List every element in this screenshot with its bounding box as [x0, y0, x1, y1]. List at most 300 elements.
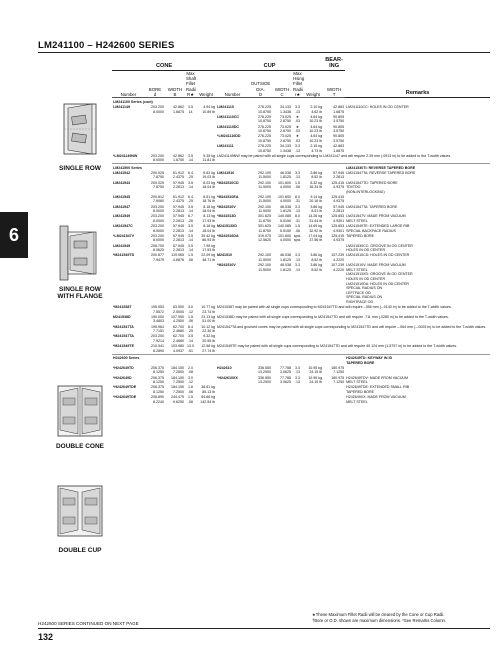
cone-weight-value: 4.94 kg 10.89 lb — [202, 105, 216, 114]
shaft-fillet-value: 1.6 .06 — [188, 385, 193, 394]
outside-dia-value: 276.225 10.8750 — [258, 144, 272, 153]
cone-width-value: 42.862 1.6750 — [173, 153, 184, 163]
table-row — [112, 385, 490, 395]
cup-part-number: LM241110 — [217, 105, 234, 110]
series-section-label: LM241100 Series (cont) — [112, 98, 345, 105]
housing-fillet-value: 3.3 .13 — [295, 105, 301, 114]
cone-weight-value — [196, 114, 216, 124]
remarks-cell: LM241549TE: EXTENDED LARGE RIB SPECIAL BACKFACE RADIUS — [346, 224, 410, 233]
cup-part-number: LM241111 — [217, 144, 234, 149]
remarks-cell — [345, 98, 490, 105]
outside-dia-value: 336.550 13.2500 — [258, 375, 272, 385]
remarks-cell: LM241530CC: GROOVE IN OD CENTER HOLES IN OD CENTER — [346, 243, 413, 253]
bore-value: 206.375 8.1250 — [151, 365, 164, 375]
cup-width-value: 77.788 3.0625 — [280, 375, 292, 385]
cone-part-number — [112, 263, 145, 282]
double-cone-label: DOUBLE CONE — [55, 443, 105, 450]
cone-part-number — [112, 134, 145, 144]
cup-weight-value: 3.86 kg 8.52 lb — [310, 263, 323, 272]
cone-part-number: *LM241547V — [113, 233, 134, 238]
remarks-cell — [345, 114, 490, 124]
table-row — [112, 305, 490, 315]
cone-width-value — [165, 134, 185, 144]
single-row-flange-label: SINGLE ROW WITH FLANGE — [57, 286, 103, 300]
bearing-width-value: 125.415 4.9375 — [331, 180, 345, 190]
bore-value: 203.200 8.0000 — [151, 153, 164, 163]
bore-value: 203.200 8.0000 — [151, 105, 164, 114]
housing-fillet-value: 3.3 .13 — [295, 253, 301, 262]
shaft-fillet-value — [185, 263, 196, 282]
cup-number-header: Number — [216, 70, 249, 97]
page-number: 132 — [38, 632, 54, 642]
cup-part-number — [216, 385, 249, 395]
cup-weight-value: 14.26 kg 31.44 lb — [308, 214, 323, 223]
cup-width-header: WIDTH C — [272, 70, 292, 97]
cone-weight-value: 9.32 kg 20.55 lb — [202, 334, 216, 343]
bore-value — [145, 114, 165, 124]
bore-value: 200.812 7.9060 — [151, 194, 164, 204]
cone-width-value: 57.945 2.2813 — [173, 243, 184, 253]
single-row-flange-drawing — [50, 222, 110, 284]
shaft-fillet-value — [185, 144, 196, 154]
cup-width-value — [272, 395, 292, 405]
cone-width-value — [165, 124, 185, 134]
outside-dia-value: 301.625 11.8750 — [258, 214, 272, 223]
table-row — [112, 365, 490, 375]
bearing-width-value: 42.863 1.6875 — [333, 105, 345, 114]
bore-value: 195.953 7.5572 — [151, 305, 164, 314]
table-row — [112, 395, 490, 405]
cone-width-value: 57.945 2.2813 — [173, 233, 184, 243]
cone-weight-value — [196, 365, 216, 375]
shaft-fillet-value: 3.5 14 — [188, 105, 193, 114]
housing-fillet-value: 1.5 .06 — [295, 224, 301, 233]
shaft-fillet-value: 6.4 .25 — [188, 194, 193, 204]
cup-part-number: *M241510V — [217, 263, 236, 268]
remarks-cell: LM241547TD: TAPERED BORE TDI/TDO (NON-INTERLOCKING) — [346, 180, 398, 194]
housing-fillet-value: 3.3 .13 — [295, 375, 301, 385]
cup-group-header: CUP — [216, 56, 323, 70]
cup-part-number: *LM241110DD — [217, 134, 241, 139]
cone-part-number — [112, 144, 145, 154]
bore-header: BORE d — [145, 70, 165, 97]
cup-part-number — [216, 395, 249, 405]
cup-width-value: 34.133 1.3438 — [280, 105, 292, 114]
cone-part-number: *H242649TDE — [113, 385, 137, 390]
housing-fillet-value — [292, 243, 303, 253]
bearing-width-value: 57.945 2.2813 — [333, 170, 345, 180]
bore-value: 206.700 8.0625 — [151, 243, 164, 253]
housing-fillet-value: 1.5 .06 — [295, 180, 301, 190]
table-row — [112, 144, 490, 154]
double-cup-label: DOUBLE CUP — [58, 547, 102, 554]
cone-weight-value: 8.18 kg 18.04 lb — [202, 224, 216, 233]
remarks-cell: H242649TDE: EXTENDED SMALL RIB TAPERED BORE — [346, 385, 410, 394]
section-tab: 6 — [0, 212, 28, 258]
cup-weight-value — [303, 243, 323, 253]
remarks-cell — [345, 195, 490, 205]
bearing-spec-table — [112, 56, 490, 404]
cone-width-value: 57.945 2.2813 — [173, 214, 184, 223]
shaft-fillet-value — [185, 114, 196, 124]
cup-width-value: 73.025 2.8750 — [280, 114, 292, 124]
shaft-fillet-value: 3.5 .14 — [188, 243, 193, 253]
cone-weight-value — [196, 144, 216, 154]
cone-part-number: LM241549 — [113, 243, 131, 248]
remarks-cell: LM241547V: MADE FROM VACUUM MELT STEEL — [346, 214, 406, 223]
shaft-fillet-value: 3.5 .14 — [188, 204, 193, 214]
cup-width-value: 140.085 5.5150 — [278, 214, 292, 223]
cone-weight-value: 38.61 kg 85.13 lb — [201, 385, 216, 394]
remarks-cell — [345, 124, 490, 134]
cup-weight-value — [303, 385, 323, 395]
bore-value: 206.375 8.1250 — [151, 375, 164, 385]
outside-dia-value: 292.100 11.5000 — [258, 263, 272, 272]
cone-weight-value: 64.66 kg 142.54 lb — [200, 395, 216, 404]
shaft-fillet-value: 1.5 .06 — [188, 314, 193, 324]
table-row — [112, 243, 490, 253]
outside-dia-value — [249, 395, 272, 405]
bearing-width-value: 125.653 4.9301 — [331, 224, 345, 233]
cone-part-number: LM241547 — [113, 204, 131, 209]
table-row — [112, 164, 490, 171]
cup-width-value: 46.038 1.8125 — [280, 204, 292, 214]
cone-part-number: LM241543 — [113, 180, 131, 185]
cone-part-number: *H242649D — [113, 375, 132, 380]
cone-width-value: 103.980 4.0937 — [171, 344, 184, 353]
cone-width-value — [165, 144, 185, 154]
cup-part-number: LM241110CC — [217, 114, 240, 119]
footer-rule — [38, 628, 490, 629]
remarks-cell: LM241510V: MADE FROM VACUUM MELT STEEL LM241513XD: GROOVE IN OD CENTER HOLES IN OD CENTER — [346, 263, 413, 281]
bearing-width-value: 180.975 7.1250 — [331, 365, 345, 375]
cone-part-number: LM241149 — [113, 105, 130, 110]
cup-width-value: 34.133 1.3438 — [280, 144, 292, 153]
cone-weight-value: 22.09 kg 48.71 lb — [201, 253, 216, 262]
housing-fillet-value: 8.0 .31 — [295, 214, 301, 223]
bore-value: 200.877 7.9479 — [151, 253, 164, 262]
cup-width-value: 140.085 5.5150 — [278, 224, 292, 233]
shaft-fillet-value: 13.0 .51 — [187, 344, 194, 353]
pairing-note: M241538D may be paired with all single cups corresponding to M241547TD and will require .711 mm (.0280 in) to be added to the T-width values. — [217, 314, 449, 319]
cup-weight-value: 10.95 kg 24.15 lb — [308, 375, 323, 385]
double-cone-drawing — [50, 380, 110, 442]
bore-value — [145, 134, 165, 144]
table-row — [112, 105, 490, 115]
table-row — [112, 344, 490, 354]
outside-dia-value: 292.100 11.5000 — [258, 204, 272, 214]
housing-fillet-value: 3.3 .13 — [295, 170, 301, 180]
outside-dia-value: 301.625 11.8750 — [258, 224, 272, 233]
bearing-width-value: 90.805 3.5750 — [333, 134, 345, 143]
shaft-fillet-value: 3.0 .12 — [188, 305, 193, 314]
table-row — [112, 354, 490, 365]
cone-width-value: 61.912 2.4375 — [173, 194, 184, 204]
table-row — [112, 263, 490, 282]
double-cup-illustration — [50, 480, 110, 542]
fillet-footnote: ★These Maximum Fillet Radii will be cleared by the Cone or Cup Radii. †Bore or O.D. shown are maximum dimensions. *See Remarks Column. — [312, 612, 447, 623]
cone-part-number — [112, 114, 145, 124]
cone-width-value: 244.475 9.6250 — [171, 395, 184, 404]
cup-width-value: 46.038 1.8125 — [280, 170, 292, 180]
housing-fillet-value: 3.3 .13 — [295, 365, 301, 375]
cup-weight-value: 2.10 kg 4.62 lb — [310, 105, 323, 114]
cup-weight-value: 2.15 kg 4.73 lb — [310, 144, 323, 153]
bore-value — [145, 144, 165, 154]
series-section-label: LM241500 Series — [112, 164, 345, 171]
table-row — [112, 204, 490, 214]
cup-width-value: 101.600 4.0000 — [278, 194, 292, 204]
cone-weight-value: 10.12 kg 22.30 lb — [201, 324, 216, 334]
housing-fillet-header: Max Hsing Fillet Radii r★ — [293, 71, 305, 97]
cup-width-value: 73.025 2.8750 — [280, 134, 292, 143]
cone-width-value: 62.700 2.4680 — [173, 324, 184, 334]
single-row-bearing-illustration — [50, 98, 110, 160]
shaft-fillet-value — [185, 124, 196, 134]
table-row — [112, 234, 490, 244]
cone-weight-value: 8.13 kg 17.93 lb — [202, 214, 216, 223]
cone-width-value: 184.150 7.2500 — [171, 365, 184, 375]
outside-dia-value: 292.100 11.5000 — [258, 194, 272, 204]
table-row — [112, 153, 490, 163]
double-cone-illustration — [50, 380, 110, 442]
bore-value: 200.025 7.8750 — [151, 170, 164, 180]
cup-part-number: *M241516DA — [217, 233, 239, 238]
cup-part-number: *M241513D — [217, 214, 237, 219]
outside-dia-value: 276.225 10.8750 — [258, 134, 272, 143]
cone-part-number: *M241538T — [113, 305, 132, 310]
bearing-width-value: 107.239 4.2220 — [331, 263, 345, 272]
single-row-bearing-drawing — [50, 98, 110, 160]
pairing-note: M241538T may be paired with all single cups corresponding to M241547TD and will require –356 mm (–.0140 in) to be added to the T-width values. — [217, 305, 452, 310]
header-rule — [38, 52, 490, 53]
outside-dia-value: 319.075 12.5620 — [258, 233, 272, 243]
cup-weight-value: 4.64 kg 10.23 lb — [309, 114, 323, 124]
bore-value: 203.200 8.0000 — [151, 214, 164, 223]
cone-part-number: M241538D — [113, 314, 131, 319]
remarks-cell: LM241547TA: TAPERED BORE — [346, 204, 398, 209]
table-row — [112, 195, 490, 205]
bore-value: 203.200 8.0000 — [151, 233, 164, 243]
table-row — [112, 334, 490, 344]
bearing-width-value: 90.805 3.5750 — [333, 114, 345, 124]
cone-weight-value: 12.58 kg 27.74 lb — [201, 344, 216, 353]
housing-fillet-value: 3.3 .13 — [295, 263, 301, 272]
bearing-width-value: 57.945 2.2813 — [333, 204, 345, 214]
bore-value: 190.000 3.4803 — [151, 314, 164, 324]
outside-dia-value: 276.225 10.8750 — [258, 105, 272, 114]
cup-weight-value: 9.14 kg 20.16 lb — [309, 194, 323, 204]
shaft-fillet-header: Max Shaft Fillet Radii R★ — [186, 71, 197, 97]
housing-fillet-value: 3.3 .13 — [295, 144, 301, 153]
cone-part-number: LM241542 — [113, 170, 131, 175]
series-section-label: H242600 Series — [112, 354, 345, 365]
bore-value: 200.025 7.8750 — [151, 180, 164, 190]
cone-width-value: 57.945 2.2813 — [173, 180, 184, 190]
remarks-cell: LM241530TI: REVERSE TAPERED BORE — [345, 164, 490, 171]
cup-part-number: *M241510V — [217, 204, 236, 209]
cone-width-value — [165, 114, 185, 124]
remarks-cell — [345, 144, 490, 154]
cone-width-value: 57.945 2.2813 — [173, 224, 184, 233]
outside-dia-value: 336.550 13.2500 — [258, 365, 272, 375]
cone-weight-value: 8.03 kg 18.04 lb — [202, 180, 216, 190]
cone-weight-value — [196, 134, 216, 144]
outside-dia-value: 276.225 10.8750 — [258, 124, 272, 133]
cone-part-number: LM241545 — [113, 194, 131, 199]
housing-fillet-value: spcl. spcl. — [293, 233, 302, 243]
cone-weight-header: Weight — [196, 70, 216, 97]
bore-value: 195.964 7.7151 — [151, 324, 164, 334]
cup-part-number: LM241510 — [217, 170, 235, 175]
cup-part-number: *M241510CD — [217, 180, 239, 185]
cone-width-value: 107.950 4.2500 — [171, 314, 184, 324]
table-row — [112, 180, 490, 194]
cone-weight-value: 8.51 kg 18.76 lb — [202, 194, 216, 204]
cup-width-value: 46.038 1.8125 — [280, 253, 292, 262]
bearing-width-value: 125.415 4.9375 — [331, 194, 345, 204]
cone-weight-value: 39.42 kg 86.93 lb — [201, 233, 216, 243]
cone-width-value: 62.700 2.4680 — [173, 334, 184, 343]
cone-weight-value: 7.95 kg 17.53 lb — [202, 243, 216, 253]
outside-dia-value: 276.225 10.8750 — [258, 114, 272, 124]
bore-value: 203.200 7.9214 — [151, 334, 164, 343]
shaft-fillet-value: 2.0 .08 — [188, 365, 193, 375]
cone-weight-value: 8.18 kg 18.04 lb — [202, 204, 216, 214]
cone-part-number — [112, 124, 145, 134]
cup-width-value: 46.038 1.8125 — [280, 263, 292, 272]
cone-part-number: *M241547TA — [113, 334, 134, 339]
bore-value: 208.890 8.2240 — [151, 395, 164, 404]
bearing-group-header: BEAR- ING — [323, 56, 345, 70]
cone-width-header: WIDTH B — [165, 70, 185, 97]
bore-value: 206.375 8.1250 — [151, 385, 164, 394]
single-row-label: SINGLE ROW — [59, 165, 101, 172]
shaft-fillet-value: 6.4 .25 — [188, 324, 193, 334]
cone-part-number: *H242649TDE — [113, 395, 137, 400]
table-row — [112, 253, 490, 263]
table-row — [112, 171, 490, 181]
housing-fillet-value: 8.0 .31 — [295, 194, 301, 204]
cup-weight-value: 10.95 kg 24.15 lb — [308, 365, 323, 375]
cup-part-number — [216, 243, 249, 253]
remarks-cell: LM241510CD: HOLES IN OD CENTER — [346, 253, 410, 258]
bearing-width-value: 42.863 1.6875 — [333, 144, 345, 153]
shaft-fillet-value: 1.5 .06 — [188, 395, 193, 404]
cup-part-number: M241513XD — [217, 224, 238, 229]
outside-dia-value — [249, 385, 272, 395]
cup-part-number: *M241510EA — [217, 194, 239, 199]
table-row — [112, 124, 490, 134]
bearing-width-value: 90.805 3.5750 — [333, 124, 345, 133]
table-row — [112, 375, 490, 385]
outside-dia-value: 292.100 11.5000 — [258, 170, 272, 180]
cup-weight-value — [303, 395, 323, 405]
shaft-fillet-value: 3.5 .14 — [188, 233, 193, 243]
housing-fillet-value: ★ .03 — [295, 124, 301, 133]
cup-width-value — [272, 385, 292, 395]
cone-part-number: *M241549TD — [113, 253, 135, 258]
pairing-note — [216, 334, 490, 344]
bearing-width-value: 107.239 4.2220 — [331, 253, 345, 262]
bore-value: 210.541 8.2890 — [151, 344, 164, 353]
housing-fillet-value — [292, 395, 303, 405]
bearing-width-value: 180.975 7.1250 — [331, 375, 345, 385]
remarks-cell — [345, 365, 490, 375]
cup-width-value: 77.788 3.0625 — [280, 365, 292, 375]
housing-fillet-value — [292, 385, 303, 395]
cup-weight-value: 3.86 kg 8.52 lb — [310, 170, 323, 180]
housing-fillet-value: ★ .03 — [295, 114, 301, 124]
page-title: LM241100 – H242600 SERIES — [38, 40, 175, 51]
cone-weight-value: 5.35 kg 11.81 lb — [202, 153, 216, 163]
continued-note: H242600 SERIES CONTINUED ON NEXT PAGE — [38, 621, 139, 626]
cone-weight-value: 10.77 kg 23.74 lb — [201, 305, 216, 314]
remarks-cell: H242649XX: MADE FROM VACUUM MELT STEEL — [346, 395, 406, 404]
housing-fillet-value: 3.3 .13 — [295, 204, 301, 214]
remarks-cell — [345, 134, 490, 144]
cone-width-value: 42.862 1.6875 — [173, 105, 184, 114]
cone-weight-value — [196, 124, 216, 134]
table-row — [112, 98, 490, 105]
single-row-flange-illustration — [50, 222, 110, 284]
cone-width-value: 184.150 7.2500 — [171, 385, 184, 394]
cone-part-number: LM241549 — [113, 214, 131, 219]
shaft-fillet-value: 3.5 .14 — [188, 180, 193, 190]
pairing-note: LM241149NW may be paired with all single cups corresponding to LM241147 and will require 2.39 mm (.0913 in) to be added to the T-width values. — [217, 153, 452, 158]
shaft-fillet-value: 3.5 .14 — [188, 153, 193, 163]
cone-number-header: Number — [112, 70, 145, 97]
bearing-width-value — [323, 395, 345, 405]
table-row — [112, 134, 490, 144]
cone-width-value: 184.150 7.2500 — [171, 375, 184, 385]
bearing-width-value: 125.653 4.9301 — [331, 214, 345, 223]
cone-part-number: *LM241149NW — [113, 153, 138, 158]
shaft-fillet-value: 1.5 .06 — [188, 253, 193, 262]
table-row — [112, 324, 490, 334]
shaft-fillet-value: 6.7 .26 — [188, 214, 193, 223]
remarks-cell: LM241110CC: HOLES IN OD CENTER — [346, 105, 409, 110]
cup-width-value: 101.600 4.0000 — [278, 233, 292, 243]
remarks-cell: TAPERED BORE — [346, 233, 374, 238]
cone-part-number: *M241547TA — [113, 324, 134, 329]
outside-dia-value: 292.100 11.5000 — [258, 180, 272, 190]
cone-width-value: 61.912 2.4375 — [173, 170, 184, 180]
table-row — [112, 282, 490, 305]
cup-weight-value: 8.32 kg 16.34 lb — [309, 180, 323, 190]
bore-value — [145, 263, 165, 282]
cone-weight-value: 23.13 kg 51.00 lb — [201, 314, 216, 324]
empty-cell — [112, 282, 345, 305]
cone-weight-value — [196, 375, 216, 385]
cup-width-value — [272, 243, 292, 253]
cup-weight-value: 17.04 kg 37.56 lb — [308, 233, 323, 243]
bore-value — [145, 124, 165, 134]
cone-part-number: *H242649TD — [113, 365, 134, 370]
table-row — [112, 214, 490, 224]
cone-weight-value — [196, 263, 216, 282]
cup-weight-value: 4.64 kg 10.23 lb — [309, 134, 323, 143]
table-row — [112, 315, 490, 325]
spec-table-body — [112, 98, 490, 405]
remarks-cell: LM241547TA: REVERSE TAPERED BORE — [346, 170, 416, 175]
shaft-fillet-value: 6.4 .25 — [188, 170, 193, 180]
housing-fillet-value: ★ .03 — [295, 134, 301, 143]
cup-weight-value: 3.86 kg 8.51 lb — [310, 204, 323, 214]
bearing-width-value — [323, 243, 345, 253]
remarks-header: Remarks — [345, 56, 490, 98]
cone-part-number: *M241549TE — [113, 344, 134, 349]
